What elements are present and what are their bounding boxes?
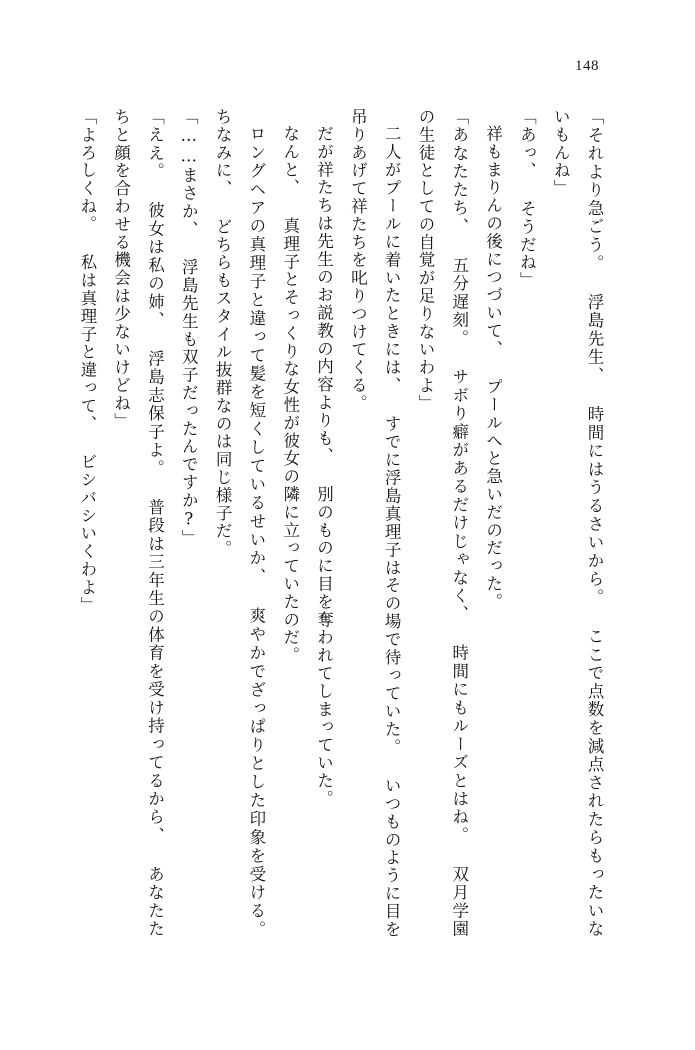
novel-body-text — [71, 108, 611, 938]
page-number: 148 — [575, 58, 599, 74]
paragraph: 「ええ。 彼女は私の姉、 浮島志保子よ。 普段は三年生の体育を受け持ってるから、 あなたたちと顔を合わせる機会は少ないけどね」 — [111, 108, 165, 938]
paragraph: 「あなたたち、 五分遅刻。 サボり癖があるだけじゃなく、 時間にもルーズとはね。 双月学園の生徒としての自覚が足りないわよ」 — [415, 108, 469, 938]
paragraph: 「よろしくね。 私は真理子と違って、 ビシバシいくわよ」 — [77, 108, 97, 615]
paragraph: ロングヘアの真理子と違って髪を短くしているせいか、 爽やかでざっぱりとした印象を受ける。 ちなみに、 どちらもスタイル抜群なのは同じ様子だ。 — [213, 108, 266, 938]
paragraph: 「あっ、 そうだね」 — [517, 108, 537, 290]
paragraph: なんと、 真理子とそっくりな女性が彼女の隣に立っていたのだ。 — [280, 124, 300, 664]
paragraph: 二人がプールに着いたときには、 すでに浮島真理子はその場で待っていた。 いつものように目を吊りあげて祥たちを叱りつけてくる。 — [348, 108, 402, 938]
paragraph: 祥もまりんの後につづいて、 プールへと急いだのだった。 — [483, 124, 503, 611]
paragraph: だが祥たちは先生のお説教の内容よりも、 別のものに目を奪われてしまっていた。 — [314, 124, 334, 808]
paragraph: 「それより急ごう。 浮島先生、 時間にはうるさいから。 ここで点数を減点されたらもったいないもんね」 — [551, 108, 604, 938]
paragraph: 「……まさか、 浮島先生も双子だったんですか?」 — [179, 108, 199, 548]
